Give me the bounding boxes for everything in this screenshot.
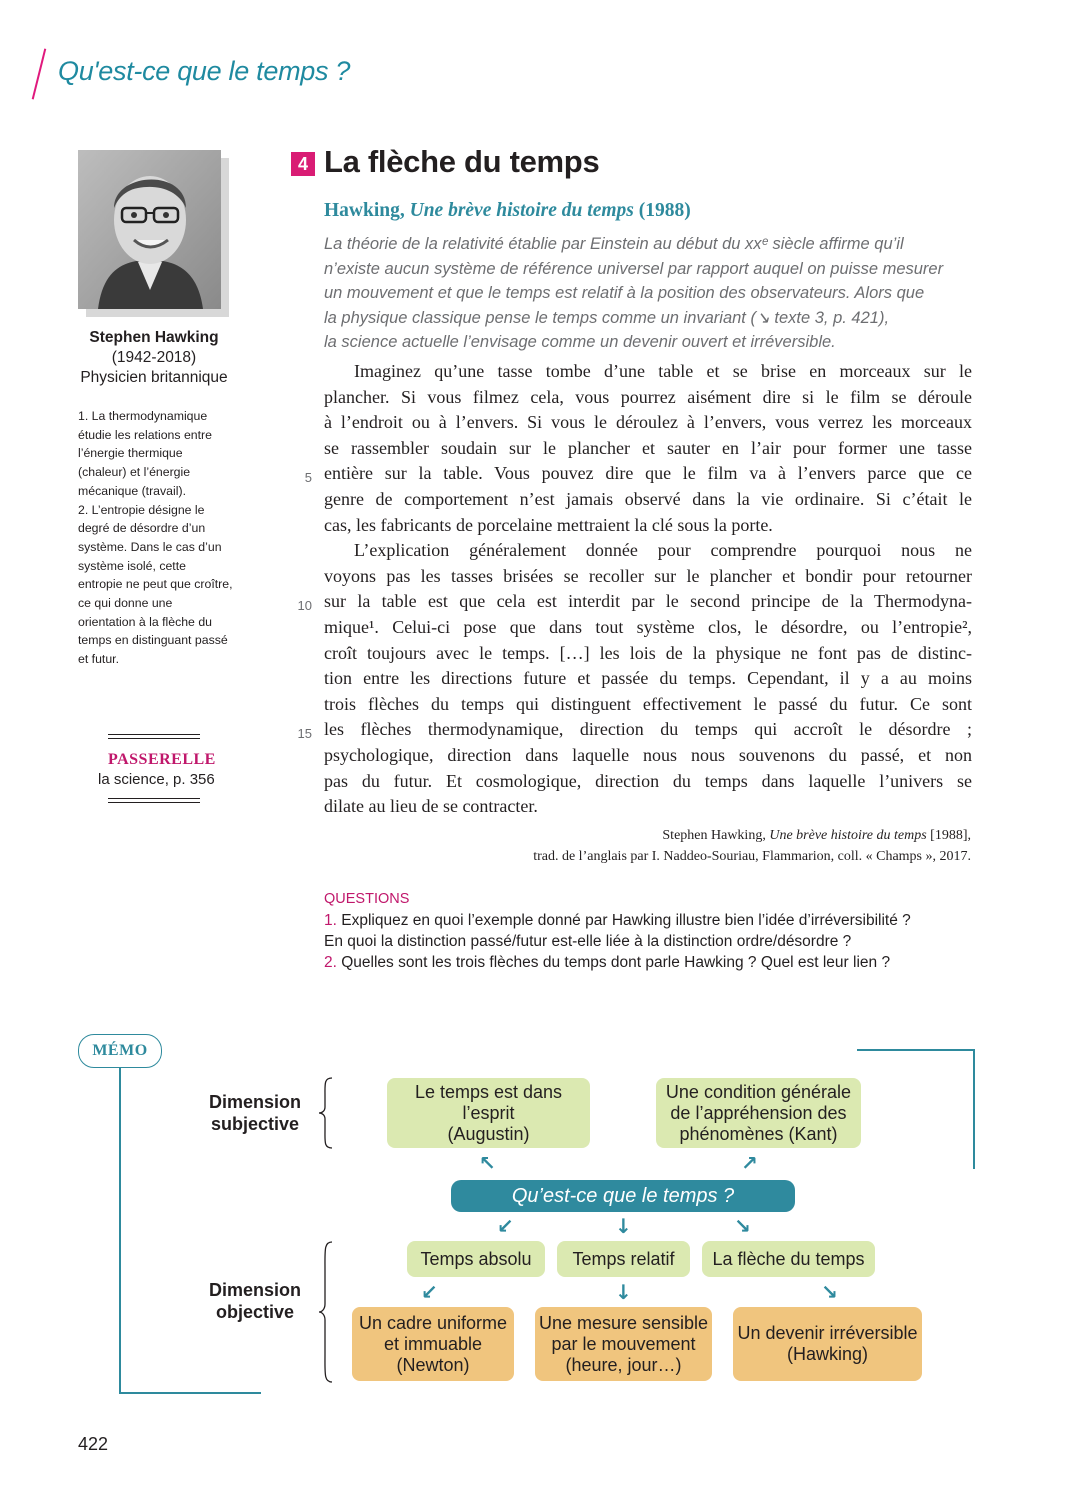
box-hawking-l1: Un devenir irréversible — [737, 1323, 918, 1343]
text-line: L’explication généralement donnée pour comprendre pourquoi nous ne — [354, 540, 972, 561]
page-number: 422 — [78, 1434, 109, 1454]
dim-obj-line1: Dimension — [208, 1280, 301, 1300]
arrow-down-left-icon: ↙ — [497, 1214, 514, 1238]
passerelle-rule-bottom — [108, 798, 200, 803]
intro-line: La théorie de la relativité établie par Einstein au début du xxᵉ siècle affirme qu’il — [324, 235, 904, 253]
arrow-up-left-icon: ↖ — [479, 1151, 496, 1175]
citation — [420, 825, 971, 867]
box-hawking-l2: (Hawking) — [786, 1344, 868, 1364]
box-kant — [656, 1078, 861, 1148]
dim-obj-line2: objective — [215, 1302, 295, 1322]
central-question: Qu’est-ce que le temps ? — [451, 1180, 795, 1212]
text-line: sur la table est que cela est interdit par le second principe de la Thermodyna- — [324, 591, 972, 612]
section-number-badge: 4 — [291, 152, 315, 176]
box-newton — [352, 1307, 514, 1381]
footnotes — [78, 407, 233, 669]
citation-work: Une brève histoire du temps — [769, 828, 927, 843]
author-portrait — [78, 150, 221, 309]
text-line: à l’endroit ou à l’envers. Si vous le déroulez à l’envers, vous verrez les morceaux — [324, 412, 972, 433]
section-title: La flèche du temps — [324, 144, 600, 179]
text-line: voyons pas les tasses brisées se recoller sur le plancher et bondir pour retourner — [324, 565, 972, 586]
passerelle-box — [98, 734, 216, 803]
text-line: Imaginez qu’une tasse tombe d’une table et se brise en morceaux sur le — [354, 361, 972, 381]
arrow-down-right-icon-2: ↘ — [821, 1280, 838, 1304]
dim-subj-line1: Dimension — [208, 1092, 301, 1112]
text-line: cas, les fabricants de porcelaine mettraient la clé sous la porte. — [324, 514, 773, 535]
memo-frame-left — [119, 1068, 121, 1392]
citation-author: Stephen Hawking, — [662, 828, 766, 843]
box-kant-l1: Une condition générale — [665, 1081, 852, 1102]
box-newton-l2: et immuable — [383, 1333, 483, 1354]
box-hawking — [733, 1307, 922, 1381]
question-1-number: 1. — [324, 912, 337, 929]
footnote-2: 2. L’entropie désigne le degré de désordre d’un système. Dans le cas d’un système isolé, cette entropie ne peut que croître, ce qui donne une orientation à la flèche du temps en distinguant passé et futur. — [78, 502, 233, 667]
box-augustin — [387, 1078, 590, 1148]
box-mesure-l2: par le mouvement — [551, 1333, 696, 1354]
questions-block — [324, 889, 974, 973]
running-title: Qu'est-ce que le temps ? — [58, 56, 351, 86]
dimension-objective-label — [205, 1279, 305, 1323]
portrait-image — [78, 150, 221, 309]
box-kant-l2: de l’appréhension des — [670, 1102, 847, 1123]
text-line: dilate au lieu de se contracter. — [324, 796, 538, 817]
author-role: Physicien britannique — [80, 369, 228, 386]
question-2 — [324, 952, 974, 973]
author-dates: (1942-2018) — [111, 349, 197, 366]
source-title — [324, 200, 691, 222]
text-line: plancher. Si vous filmez cela, vous pourrez aisément dire si le film se déroule — [324, 386, 972, 407]
intro-line: la science actuelle l’envisage comme un devenir ouvert et irréversible. — [324, 333, 836, 352]
box-augustin-l2: (Augustin) — [447, 1123, 530, 1144]
questions-heading: QUESTIONS — [324, 891, 410, 907]
box-augustin-l1: Le temps est dans l’esprit — [414, 1081, 563, 1123]
arrow-down-right-icon: ↘ — [734, 1214, 751, 1238]
arrow-down-icon: ↓ — [615, 1214, 632, 1238]
citation-line-1 — [420, 825, 971, 846]
arrow-up-right-icon: ↗ — [741, 1151, 758, 1175]
citation-line-2: trad. de l’anglais par I. Naddeo-Souriau, Flammarion, coll. « Champs », 2017. — [533, 849, 971, 864]
box-kant-l3: phénomènes (Kant) — [679, 1123, 838, 1144]
text-line: trois flèches du temps qui distinguent effectivement le passé du futur. Ce sont — [324, 693, 972, 714]
dim-subj-line2: subjective — [210, 1114, 300, 1134]
box-mesure-l3: (heure, jour…) — [565, 1354, 682, 1375]
box-newton-l3: (Newton) — [396, 1354, 470, 1375]
memo-frame-bottom — [119, 1392, 261, 1394]
question-1 — [324, 910, 974, 931]
line-number: 5 — [304, 470, 312, 486]
source-author: Hawking, — [324, 200, 405, 221]
memo-frame-right — [973, 1049, 975, 1169]
box-temps-relatif: Temps relatif — [557, 1241, 690, 1277]
passerelle-title: PASSERELLE — [108, 751, 216, 768]
question-1-text: Expliquez en quoi l’exemple donné par Hawking illustre bien l’idée d’irréversibilité ? — [341, 912, 911, 929]
source-year: (1988) — [638, 200, 691, 221]
question-2-number: 2. — [324, 954, 337, 971]
passerelle-link[interactable]: la science, p. 356 — [98, 771, 215, 788]
memo-label: MÉMO — [78, 1034, 162, 1068]
numbered-line-wrap — [297, 717, 972, 743]
box-mesure-sensible — [535, 1307, 712, 1381]
text-line: tion entre les directions future et passée du temps. Cependant, il y a au moins — [324, 668, 972, 689]
text-line: genre de comportement n’est jamais observé dans la vie ordinaire. Si c’était le — [324, 488, 972, 509]
excerpt-text — [297, 359, 972, 820]
arrow-down-icon-2: ↓ — [615, 1280, 632, 1304]
line-number: 10 — [297, 598, 312, 614]
intro-paragraph — [324, 232, 944, 355]
text-line: psychologique, direction dans laquelle nous nous souvenons du passé, et non — [324, 744, 972, 765]
passerelle-rule-top — [108, 734, 200, 739]
footnote-1: 1. La thermodynamique étudie les relations entre l’énergie thermique (chaleur) et l’énergie mécanique (travail). — [78, 409, 212, 498]
question-2-text: Quelles sont les trois flèches du temps dont parle Hawking ? Quel est leur lien ? — [341, 954, 891, 971]
intro-line: la physique classique pense le temps comme un invariant (↘ texte 3, p. 421), — [324, 308, 890, 327]
box-fleche-du-temps: La flèche du temps — [702, 1241, 875, 1277]
citation-year: [1988], — [930, 828, 971, 843]
numbered-line-wrap — [297, 589, 972, 615]
author-info — [78, 328, 230, 388]
arrow-down-left-icon-2: ↙ — [421, 1280, 438, 1304]
numbered-line-wrap — [304, 461, 972, 487]
brace-subjective — [318, 1076, 334, 1150]
dimension-subjective-label — [205, 1091, 305, 1135]
text-line: les flèches thermodynamique, direction du temps qui accroît le désordre ; — [324, 719, 972, 740]
box-mesure-l1: Une mesure sensible — [538, 1312, 709, 1333]
box-temps-absolu: Temps absolu — [407, 1241, 545, 1277]
intro-line: n’existe aucun système de référence universel par rapport auquel on puisse mesurer — [324, 259, 944, 278]
box-newton-l1: Un cadre uniforme — [358, 1312, 508, 1333]
intro-line: un mouvement et que le temps est relatif à la position des observateurs. Alors que — [324, 284, 925, 303]
source-work: Une brève histoire du temps — [409, 200, 634, 221]
text-line: pas du futur. Et cosmologique, direction du temps dans laquelle l’univers se — [324, 770, 972, 791]
line-number: 15 — [297, 726, 312, 742]
text-line: mique¹. Celui-ci pose que dans tout système clos, le désordre, ou l’entropie², — [324, 616, 972, 637]
question-1-cont: En quoi la distinction passé/futur est-elle liée à la distinction ordre/désordre ? — [324, 933, 852, 950]
text-line: se rassembler soudain sur le plancher et sauter en l’air pour former une tasse — [324, 437, 972, 458]
author-name: Stephen Hawking — [89, 329, 219, 346]
brace-objective — [318, 1240, 334, 1384]
text-line: entière sur la table. Vous pouvez dire que le film va à l’envers parce que ce — [324, 463, 972, 484]
text-line: croît toujours avec le temps. […] les lois de la physique ne font pas de distinc- — [324, 642, 972, 663]
header-slash-decoration — [32, 49, 47, 100]
memo-frame-top-right — [857, 1049, 974, 1051]
